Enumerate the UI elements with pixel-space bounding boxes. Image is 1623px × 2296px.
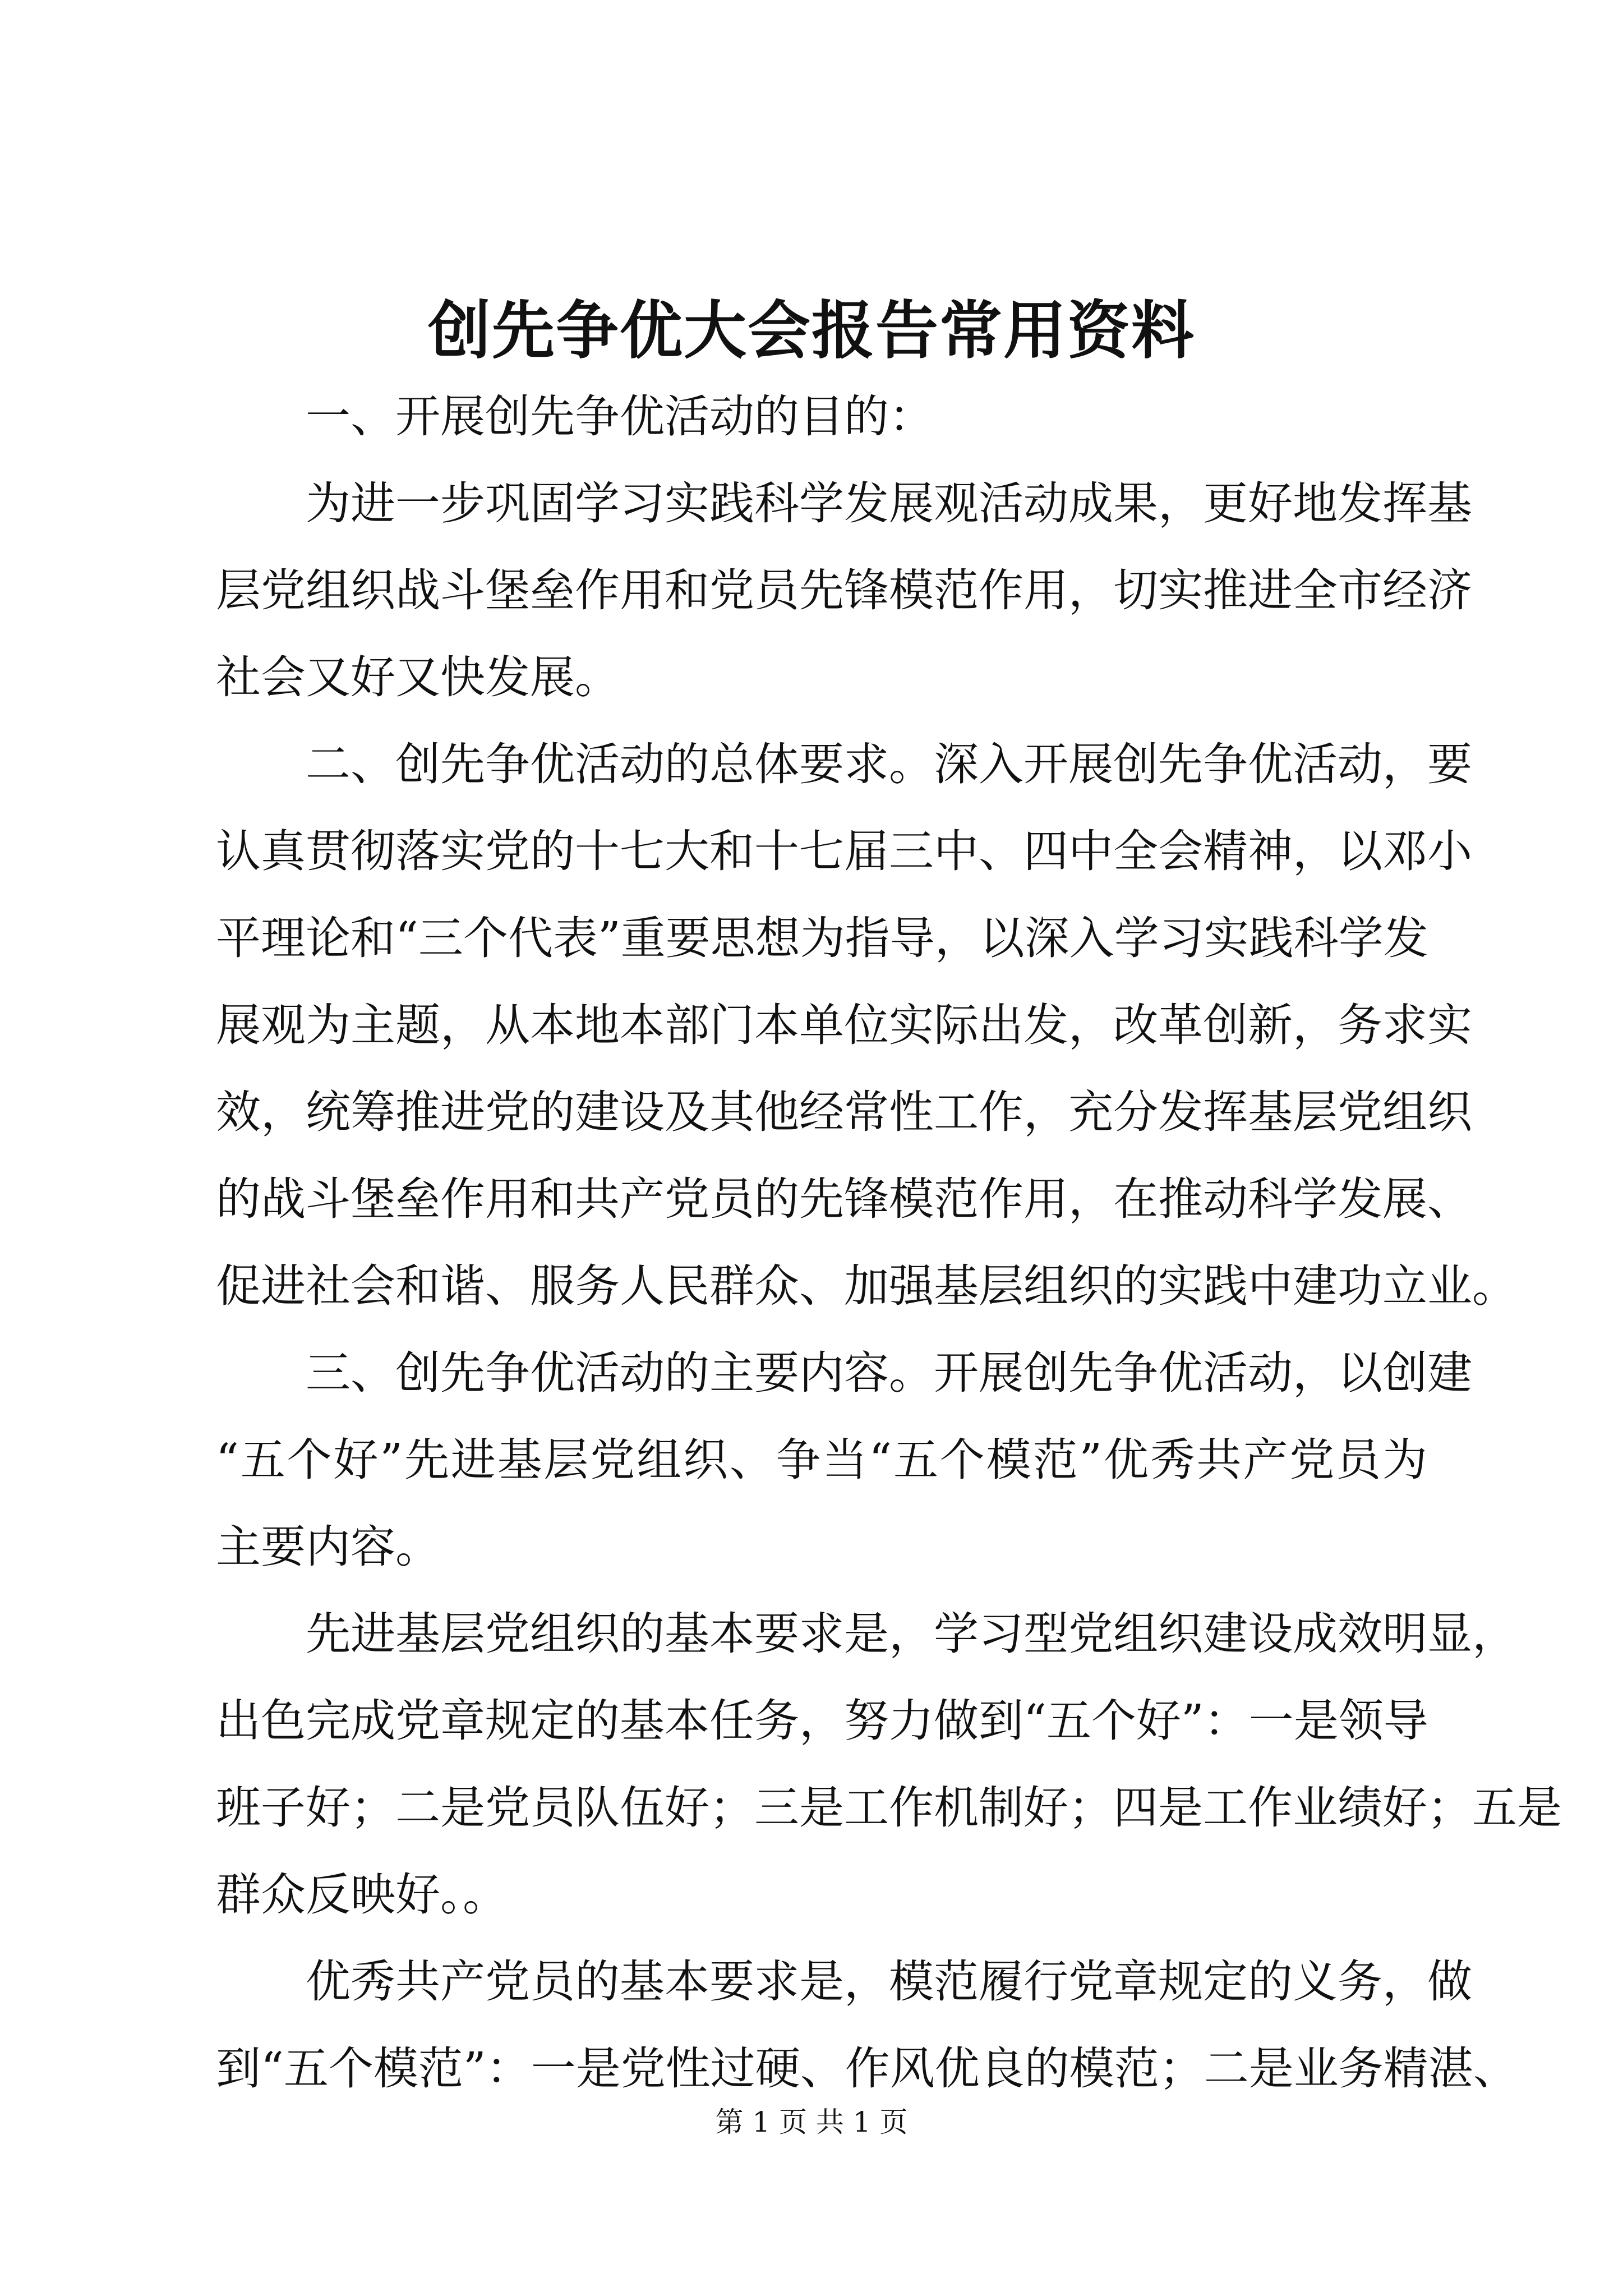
paragraph-line: 展观为主题，从本地本部门本单位实际出发，改革创新，务求实: [216, 999, 1472, 1051]
paragraph-line: 班子好；二是党员队伍好；三是工作机制好；四是工作业绩好；五是: [216, 1782, 1562, 1834]
document-body: [216, 373, 1562, 2112]
paragraph-line: 出色完成党章规定的基本任务，努力做到“五个好”：一是领导: [216, 1695, 1428, 1747]
paragraph-line: 优秀共产党员的基本要求是，模范履行党章规定的义务，做: [306, 1955, 1472, 2008]
paragraph-line: 一、开展创先争优活动的目的：: [306, 390, 934, 443]
paragraph-line: 三、创先争优活动的主要内容。开展创先争优活动，以创建: [306, 1347, 1472, 1399]
page-number-footer: 第 1 页 共 1 页: [715, 2106, 908, 2138]
paragraph-line: 到“五个模范”：一是党性过硬、作风优良的模范；二是业务精湛、: [216, 2042, 1518, 2095]
document-title: 创先争优大会报告常用资料: [428, 294, 1195, 367]
paragraph-line: 促进社会和谐、服务人民群众、加强基层组织的实践中建功立业。: [216, 1260, 1517, 1312]
paragraph-line: 效，统筹推进党的建设及其他经常性工作，充分发挥基层党组织: [216, 1086, 1472, 1138]
paragraph-line: 层党组织战斗堡垒作用和党员先锋模范作用，切实推进全市经济: [216, 564, 1472, 616]
paragraph-line: “五个好”先进基层党组织、争当“五个模范”优秀共产党员为: [216, 1434, 1427, 1486]
paragraph-line: 认真贯彻落实党的十七大和十七届三中、四中全会精神，以邓小: [216, 825, 1472, 877]
paragraph-line: 为进一步巩固学习实践科学发展观活动成果，更好地发挥基: [306, 477, 1472, 530]
paragraph-line: 主要内容。: [216, 1521, 440, 1573]
paragraph-line: 平理论和“三个代表”重要思想为指导，以深入学习实践科学发: [216, 912, 1428, 964]
paragraph-line: 群众反映好。。: [216, 1869, 508, 1921]
paragraph-line: 的战斗堡垒作用和共产党员的先锋模范作用，在推动科学发展、: [216, 1173, 1472, 1225]
paragraph-line: 社会又好又快发展。: [216, 651, 620, 703]
paragraph-line: 二、创先争优活动的总体要求。深入开展创先争优活动，要: [306, 738, 1472, 790]
paragraph-line: 先进基层党组织的基本要求是，学习型党组织建设成效明显，: [306, 1608, 1517, 1660]
